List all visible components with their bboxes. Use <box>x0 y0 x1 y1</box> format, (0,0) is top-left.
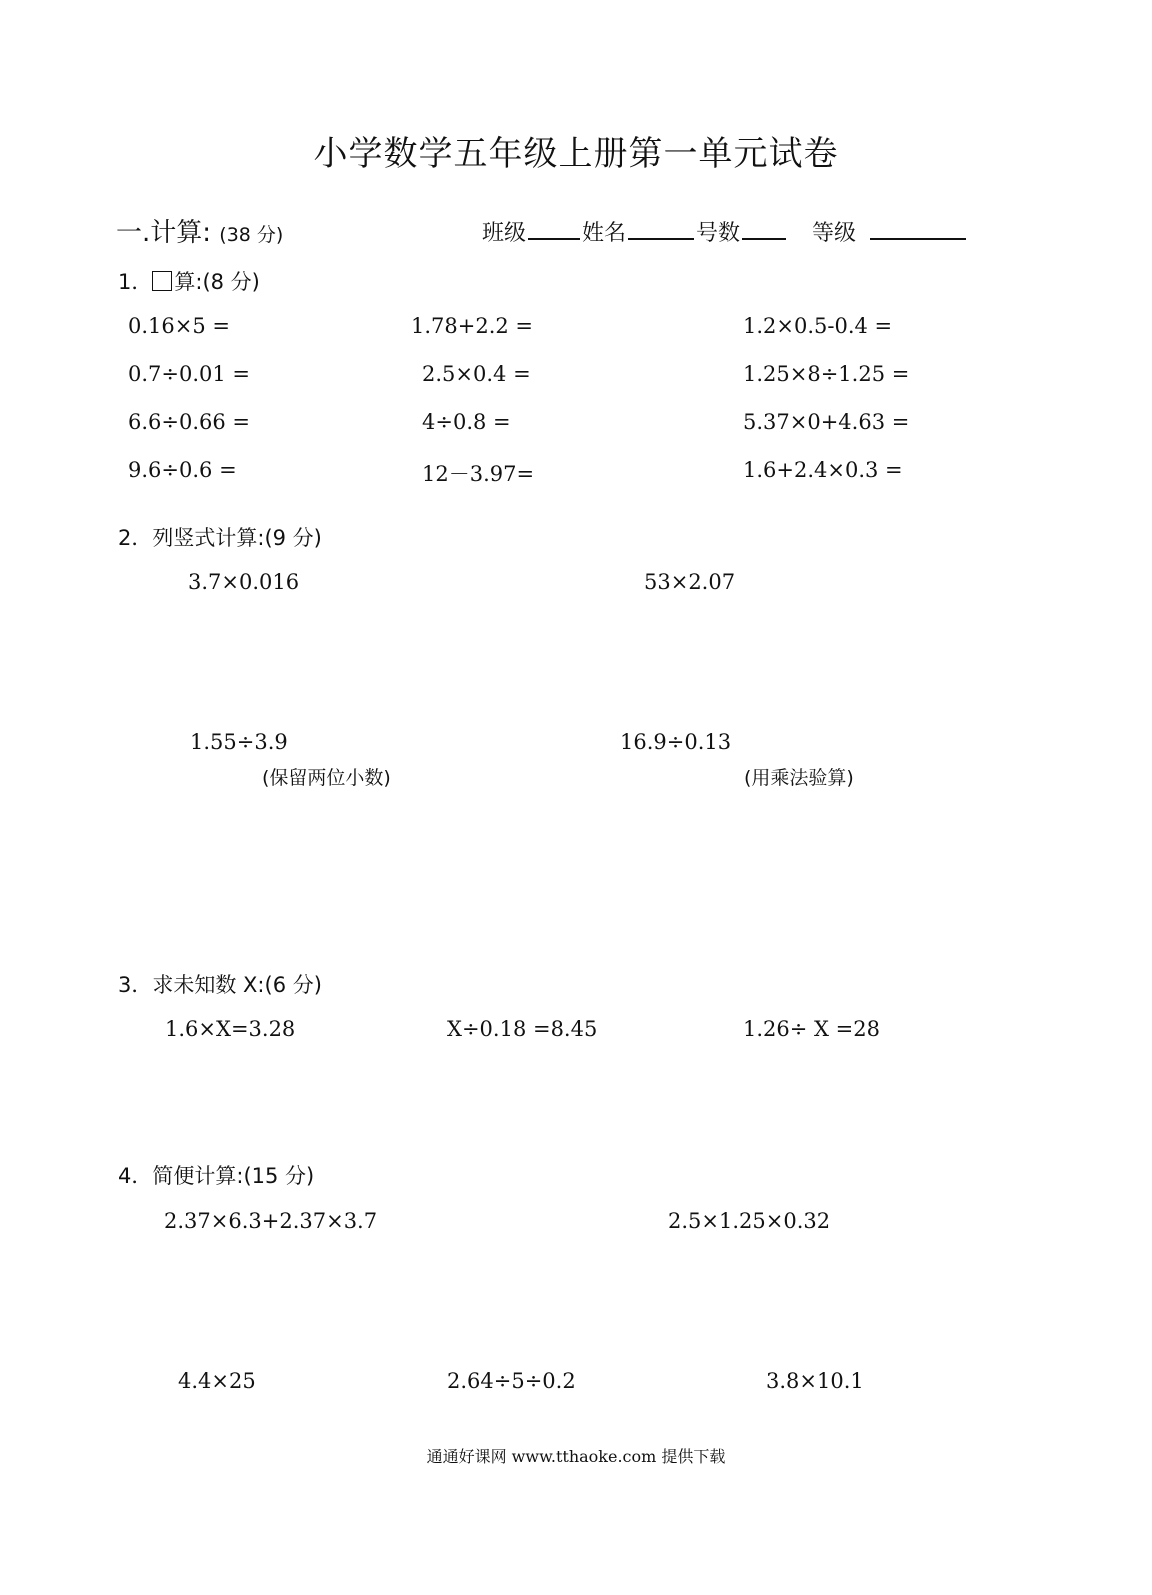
q2-item: 1.55÷3.9 <box>190 730 288 754</box>
name-label: 姓名 <box>582 221 627 246</box>
q3-item: 1.6×X=3.28 <box>165 1017 296 1041</box>
q1-item: 1.6+2.4×0.3 = <box>743 458 903 482</box>
q3-heading <box>118 969 322 999</box>
student-info <box>482 216 968 247</box>
name-blank[interactable] <box>628 216 694 240</box>
q1-item: 6.6÷0.66 = <box>128 410 251 434</box>
q3-title: 求未知数 X:(6 分) <box>152 973 322 997</box>
section-label: 一.计算: <box>116 218 212 248</box>
q4-number: 4． <box>118 1164 153 1188</box>
q4-item: 3.8×10.1 <box>766 1369 864 1393</box>
q4-item: 2.64÷5÷0.2 <box>447 1369 576 1393</box>
class-blank[interactable] <box>528 216 580 240</box>
q2-title: 列竖式计算:(9 分) <box>152 526 322 550</box>
grade-label: 等级 <box>812 221 857 246</box>
page-title: 小学数学五年级上册第一单元试卷 <box>313 134 839 174</box>
q4-heading <box>118 1160 314 1190</box>
q1-number: 1． <box>118 270 153 294</box>
number-label: 号数 <box>696 221 741 246</box>
q2-note: (保留两位小数) <box>262 767 391 789</box>
q1-item: 1.2×0.5-0.4 = <box>743 314 893 338</box>
grade-blank[interactable] <box>870 216 966 240</box>
q1-item: 4÷0.8 = <box>422 410 511 434</box>
section-points: (38 分) <box>219 224 284 246</box>
missing-glyph-box <box>152 271 172 291</box>
q1-title: 算:(8 分) <box>174 270 260 294</box>
q1-heading <box>118 266 260 296</box>
q2-item: 53×2.07 <box>644 570 736 594</box>
q3-item: X÷0.18 =8.45 <box>447 1017 598 1041</box>
q4-item: 2.5×1.25×0.32 <box>668 1209 831 1233</box>
q1-item: 2.5×0.4 = <box>422 362 531 386</box>
footer-credit: 通通好课网 www.tthaoke.com 提供下载 <box>426 1447 726 1466</box>
number-blank[interactable] <box>742 216 786 240</box>
q1-item: 9.6÷0.6 = <box>128 458 237 482</box>
q2-item: 3.7×0.016 <box>188 570 300 594</box>
q2-heading <box>118 522 322 552</box>
q4-item: 4.4×25 <box>178 1369 256 1393</box>
q2-number: 2． <box>118 526 153 550</box>
class-label: 班级 <box>482 221 527 246</box>
q1-item: 0.16×5 = <box>128 314 230 338</box>
q1-item: 1.25×8÷1.25 = <box>743 362 910 386</box>
q1-item: 0.7÷0.01 = <box>128 362 251 386</box>
q3-item: 1.26÷ X =28 <box>743 1017 880 1041</box>
q4-title: 简便计算:(15 分) <box>152 1164 315 1188</box>
section-heading <box>116 212 283 249</box>
q1-item: 5.37×0+4.63 = <box>743 410 910 434</box>
q3-number: 3． <box>118 973 153 997</box>
q1-item: 12－3.97= <box>422 462 535 486</box>
q2-note: (用乘法验算) <box>744 767 854 789</box>
q1-item: 1.78+2.2 = <box>411 314 534 338</box>
q2-item: 16.9÷0.13 <box>620 730 732 754</box>
q4-item: 2.37×6.3+2.37×3.7 <box>164 1209 378 1233</box>
